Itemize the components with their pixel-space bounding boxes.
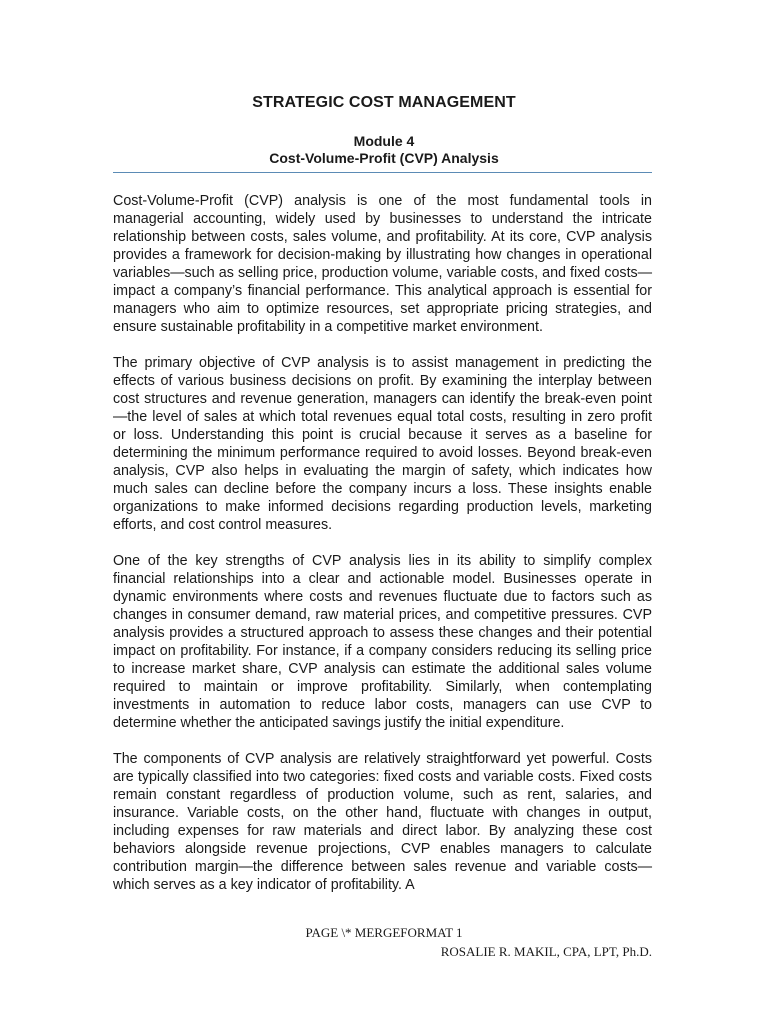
document-title: STRATEGIC COST MANAGEMENT <box>252 94 516 111</box>
module-number: Module 4 <box>353 133 415 149</box>
header-divider <box>113 172 652 173</box>
paragraph-4: The components of CVP analysis are relatively straightforward yet powerful. Costs are typically classified into two categories: fixed costs and variable costs. Fixed costs remain constant regardless of production volume, such as rent, salaries, and insurance. Variable costs, on the other hand, fluctuate with changes in output, including expenses for raw materials and direct labor. By analyzing these cost behaviors alongside revenue projections, CVP enables managers to calculate contribution margin—the difference between sales revenue and variable costs—which serves as a key indicator of profitability. A <box>113 751 652 893</box>
paragraph-2: The primary objective of CVP analysis is to assist management in predicting the effects of various business decisions on profit. By examining the interplay between cost structures and revenue generation, managers can identify the break-even point—the level of sales at which total revenues equal total costs, resulting in zero profit or loss. Understanding this point is crucial because it serves as a baseline for determining the minimum performance required to avoid losses. Beyond break-even analysis, CVP also helps in evaluating the margin of safety, which indicates how much sales can decline before the company incurs a loss. These insights enable organizations to make informed decisions regarding production levels, marketing efforts, and cost control measures. <box>113 355 652 533</box>
document-body <box>113 192 652 912</box>
module-title: Cost-Volume-Profit (CVP) Analysis <box>269 150 499 166</box>
footer-page-field: PAGE \* MERGEFORMAT 1 <box>305 925 463 940</box>
paragraph-3: One of the key strengths of CVP analysis lies in its ability to simplify complex financial relationships into a clear and actionable model. Businesses operate in dynamic environments where costs and revenues fluctuate due to factors such as changes in consumer demand, raw material prices, and competitive pressures. CVP analysis provides a structured approach to assess these changes and their potential impact on profitability. For instance, if a company considers reducing its selling price to increase market share, CVP analysis can estimate the additional sales volume required to maintain or improve profitability. Similarly, when contemplating investments in automation to reduce labor costs, managers can use CVP to determine whether the anticipated savings justify the initial expenditure. <box>113 553 652 731</box>
footer-author: ROSALIE R. MAKIL, CPA, LPT, Ph.D. <box>440 944 652 959</box>
paragraph-1: Cost-Volume-Profit (CVP) analysis is one of the most fundamental tools in managerial accounting, widely used by businesses to understand the intricate relationship between costs, sales volume, and profitability. At its core, CVP analysis provides a framework for decision-making by illustrating how changes in operational variables—such as selling price, production volume, variable costs, and fixed costs—impact a company’s financial performance. This analytical approach is essential for managers who aim to optimize resources, set appropriate pricing strategies, and ensure sustainable profitability in a competitive market environment. <box>113 193 652 335</box>
